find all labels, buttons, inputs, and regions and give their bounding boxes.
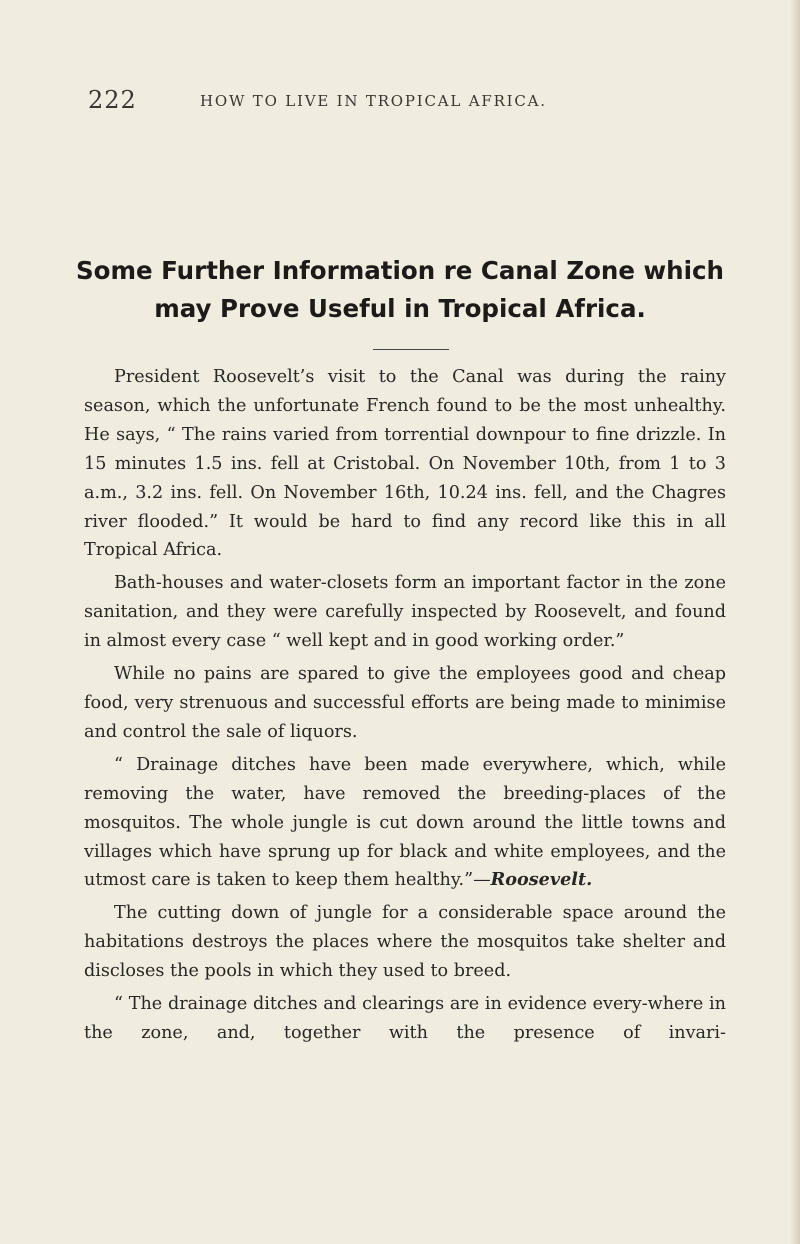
paragraph-jungle-cutting (84, 899, 726, 986)
paragraph-food-liquors (84, 660, 726, 747)
paragraph-text: While no pains are spared to give the employees good and cheap food, very strenuous and successful efforts are being made to minimise and control the sale of liquors. (84, 664, 726, 742)
paragraph-text: The cutting down of jungle for a considerable space around the habitations destroys the places where the mosquitos take shelter and discloses the pools in which they used to breed. (84, 903, 726, 982)
quote-attribution: Roosevelt. (490, 869, 593, 891)
paragraph-text: President Roosevelt’s visit to the Canal was during the rainy season, which the unfortunate French found to be the most unhealthy. He says, “ The rains varied from torrential downpour to fine drizzle. In 15 minutes 1.5 ins. fell at Cristobal. On November 10th, from 1 to 3 a.m., 3.2 ins. fell. On November 16th, 10.24 ins. fell, and the Chagres river flooded.” It would be hard to find any record like this in all Tropical Africa. (84, 367, 726, 561)
page-number: 222 (88, 86, 137, 114)
section-title-line-2: may Prove Useful in Tropical Africa. (154, 294, 646, 323)
paragraph-drainage-quote (84, 751, 726, 896)
running-head: HOW TO LIVE IN TROPICAL AFRICA. (200, 92, 547, 110)
paragraph-text: “ Drainage ditches have been made everywhere, which, while removing the water, have removed the breeding-places of the mosquitos. The whole jungle is cut down around the little towns and villages which have sprung up for black and white employees, and the utmost care is taken to keep them healthy.”— (84, 754, 726, 891)
body-text (84, 363, 726, 1052)
paragraph-roosevelt-visit (84, 363, 726, 565)
page-edge-shadow (790, 0, 800, 1244)
page-header (88, 86, 708, 118)
section-title-line-1: Some Further Information re Canal Zone which (76, 256, 724, 285)
paragraph-drainage-clearings (84, 990, 726, 1048)
paragraph-text: Bath-houses and water-closets form an important factor in the zone sanitation, and they were carefully inspected by Roosevelt, and found in almost every case “ well kept and in good working order.” (84, 573, 726, 652)
paragraph-text: “ The drainage ditches and clearings are in evidence every-where in the zone, and, together with the presence of invari- (84, 994, 726, 1043)
title-divider (373, 349, 449, 350)
section-title (40, 252, 760, 328)
paragraph-bath-houses (84, 569, 726, 656)
